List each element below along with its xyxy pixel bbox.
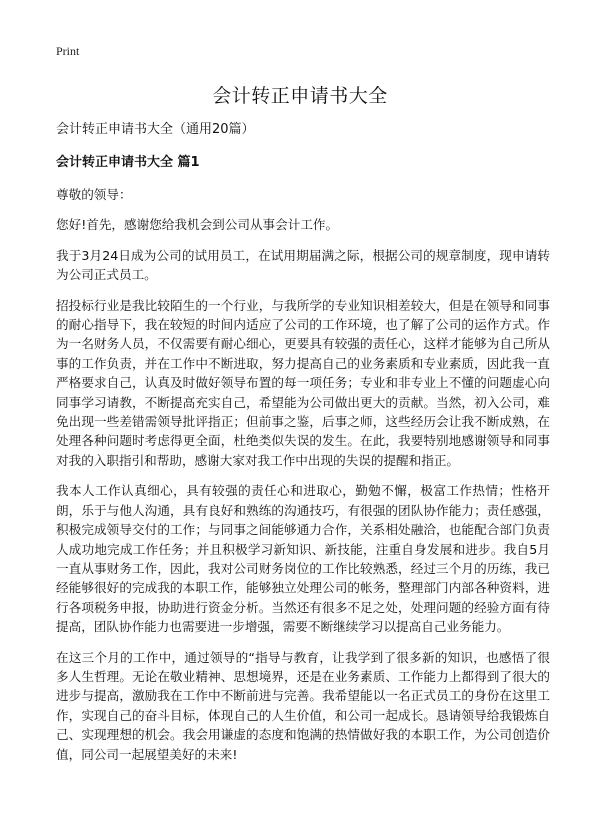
print-label: Print bbox=[56, 44, 80, 58]
document-title: 会计转正申请书大全 bbox=[212, 85, 388, 107]
document-subtitle: 会计转正申请书大全（通用20篇） bbox=[56, 122, 255, 137]
greeting-paragraph: 您好!首先，感谢您给我机会到公司从事会计工作。 bbox=[56, 217, 339, 233]
section-heading: 会计转正申请书大全 篇1 bbox=[56, 155, 200, 170]
salutation: 尊敬的领导： bbox=[56, 187, 132, 202]
document-body bbox=[56, 120, 550, 775]
paragraph-self-assessment: 我本人工作认真细心，具有较强的责任心和进取心，勤勉不懈，极富工作热情；性格开朗，乐于与他人沟通，具有良好和熟练的沟通技巧，有很强的团队协作能力；责任感强，积极完成领导交付的工作；与同事之间能够通力合作，关系相处融洽，也能配合部门负责人成功地完成工作任务；并且积极学习新知识、新技能，注重自身发展和进步。我自5月一直从事财务工作，因此，我对公司财务岗位的工作比较熟悉，经过三个月的历练，我已经能够很好的完成我的本职工作，能够独立处理公司的帐务，整理部门内部各种资料，进行各项税务申报，协助进行资金分析。当然还有很多不足之处，处理问题的经验方面有待提高，团队协作能力也需要进一步增强，需要不断继续学习以提高自己业务能力。 bbox=[56, 483, 550, 635]
paragraph-application: 我于3月24日成为公司的试用员工，在试用期届满之际，根据公司的规章制度，现申请转为公司正式员工。 bbox=[56, 247, 550, 283]
paragraph-conclusion: 在这三个月的工作中，通过领导的“指导与教育，让我学到了很多新的知识，也感悟了很多人生哲理。无论在敬业精神、思想境界，还是在业务素质、工作能力上都得到了很大的进步与提高，激励我在工作中不断前进与完善。我希望能以一名正式员工的身份在这里工作，实现自己的奋斗目标，体现自己的人生价值，和公司一起成长。恳请领导给我锻炼自己、实现理想的机会。我会用谦虚的态度和饱满的热情做好我的本职工作，为公司创造价值，同公司一起展望美好的未来! bbox=[56, 649, 550, 762]
paragraph-experience: 招投标行业是我比较陌生的一个行业，与我所学的专业知识相差较大，但是在领导和同事的耐心指导下，我在较短的时间内适应了公司的工作环境，也了解了公司的运作方式。作为一名财务人员，不仅需要有耐心细心，更要具有较强的责任心，这样才能够为自己所从事的工作负责，并在工作中不断进取，努力提高自己的业务素质和专业素质，因此我一直严格要求自己，认真及时做好领导布置的每一项任务；专业和非专业上不懂的问题虚心向同事学习请教，不断提高充实自己，希望能为公司做出更大的贡献。当然，初入公司，难免出现一些差错需领导批评指正；但前事之鉴，后事之师，这些经历会让我不断成熟，在处理各种问题时考虑得更全面，杜绝类似失误的发生。在此，我要特别地感谢领导和同事对我的入职指引和帮助，感谢大家对我工作中出现的失误的提醒和指正。 bbox=[56, 297, 550, 468]
